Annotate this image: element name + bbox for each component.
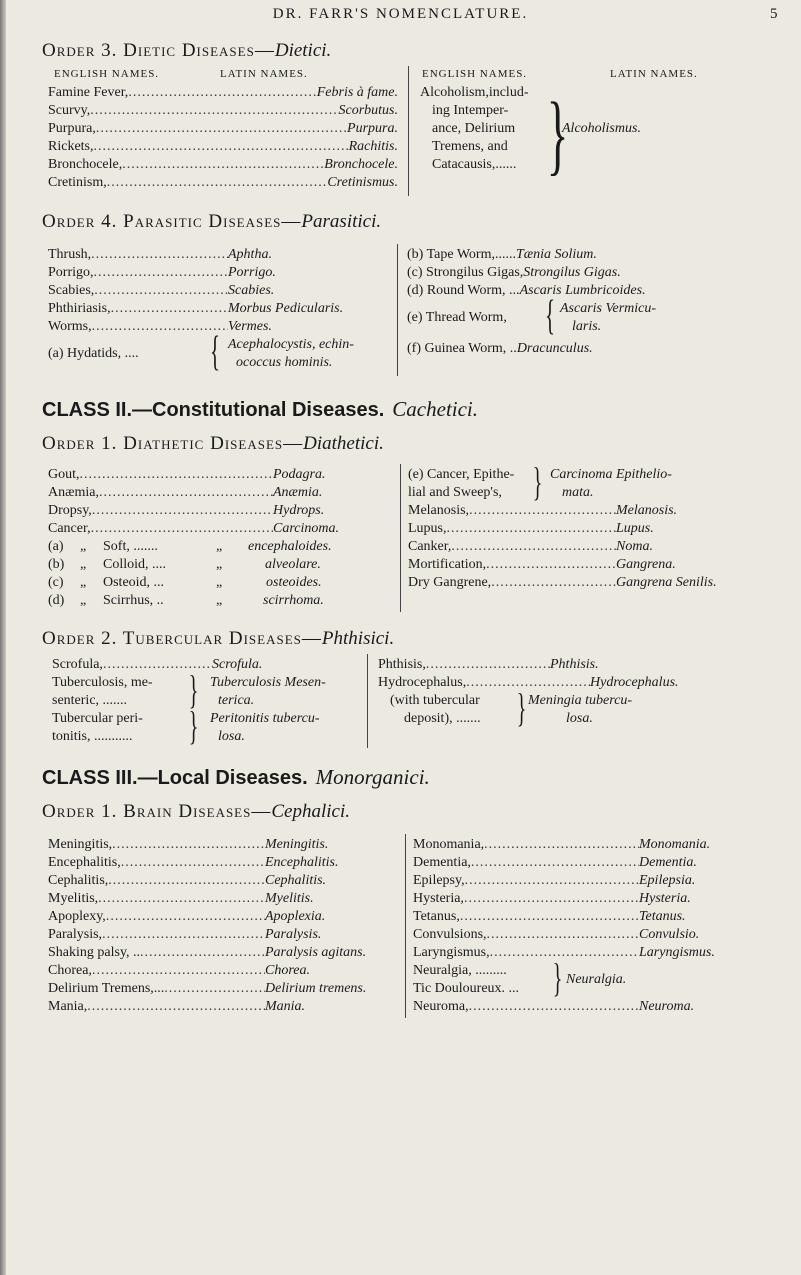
brace-icon: } (546, 85, 569, 184)
list-item: Hydrocephalus, ..... Hydrocephalus. (378, 674, 700, 692)
brace-icon: { (545, 293, 556, 339)
entry-line: Tremens, and (432, 139, 508, 154)
col-latin-right: LATIN NAMES. (610, 68, 698, 80)
list-item: Monomania, ..... Monomania. (413, 836, 739, 854)
order3-title: Order 3. Dietic Diseases—Dietici. (42, 40, 332, 61)
list-item: Canker, ..... Noma. (408, 538, 734, 556)
latin-name: Ascaris Vermicu- (560, 301, 657, 316)
latin-name: Acephalocystis, echin- (228, 337, 354, 352)
list-item: Thrush, ..... Aphtha. (48, 246, 388, 264)
latin-name: ococcus hominis. (236, 355, 333, 370)
list-item: Chorea, ..... Chorea. (48, 962, 393, 980)
order2-title: Order 2. Tubercular Diseases—Phthisici. (42, 628, 395, 649)
brace-icon: } (188, 703, 199, 748)
latin-name: terica. (218, 693, 255, 708)
list-item: Tetanus, ..... Tetanus. (413, 908, 739, 926)
list-item: (f) Guinea Worm, ..Dracunculus. (407, 341, 593, 356)
class2-title: CLASS II.—Constitutional Diseases. Cachetici. (42, 397, 479, 421)
list-item: Convulsions, ..... Convulsio. (413, 926, 739, 944)
sub-item: (a) „ Soft, ....... „ encephaloides. (48, 539, 332, 554)
order1a-title: Order 1. Diathetic Diseases—Diathetici. (42, 433, 384, 454)
list-item: Scrofula, ..... Scrofula. (52, 656, 352, 674)
sub-item: (d) „ Scirrhus, .. „ scirrhoma. (48, 593, 324, 608)
list-item: Meningitis, ..... Meningitis. (48, 836, 393, 854)
list-item: Lupus, ..... Lupus. (408, 520, 734, 538)
list-item: Rickets, ..... Rachitis. (48, 138, 398, 156)
list-item: Mania, ..... Mania. (48, 998, 393, 1016)
list-item: Paralysis, ..... Paralysis. (48, 926, 393, 944)
entry-line: ing Intemper- (432, 103, 509, 118)
list-item: Melanosis, ..... Melanosis. (408, 502, 734, 520)
list-item: Phthiriasis, ..... Morbus Pedicularis. (48, 300, 388, 318)
column-divider (405, 834, 406, 1018)
list-item: Shaking palsy, .. ..... Paralysis agitans. (48, 944, 393, 962)
brace-icon: } (516, 685, 527, 730)
column-divider (367, 654, 368, 748)
order4-title: Order 4. Parasitic Diseases—Parasitici. (42, 211, 382, 232)
col-english-left: ENGLISH NAMES. (54, 68, 160, 80)
list-item: Purpura, ..... Purpura. (48, 120, 398, 138)
list-item: Bronchocele, ..... Bronchocele. (48, 156, 398, 174)
list-item: Myelitis, ..... Myelitis. (48, 890, 393, 908)
class3-title: CLASS III.—Local Diseases. Monorganici. (42, 765, 430, 789)
list-item: Dropsy, ..... Hydrops. (48, 502, 393, 520)
entry-line: lial and Sweep's, (408, 485, 502, 500)
entry-line: senteric, ....... (52, 693, 128, 708)
list-item: Cephalitis, ..... Cephalitis. (48, 872, 393, 890)
list-item: Anæmia, ..... Anæmia. (48, 484, 393, 502)
entry-line: Tubercular peri- (52, 711, 143, 726)
sub-item: (b) „ Colloid, .... „ alveolare. (48, 557, 321, 572)
entry-line: Alcoholism,includ- (420, 85, 529, 100)
latin-name: Tuberculosis Mesen- (210, 675, 326, 690)
list-item: Laryngismus, ..... Laryngismus. (413, 944, 739, 962)
latin-name: laris. (572, 319, 602, 334)
list-item: Cancer, ..... Carcinoma. (48, 520, 393, 538)
column-divider (408, 66, 409, 196)
entry-line: Tic Douloureux. ... (413, 981, 520, 996)
list-item: (c) Strongilus Gigas,Strongilus Gigas. (407, 265, 621, 280)
hydatids-label: (a) Hydatids, .... (48, 346, 139, 361)
latin-name: Alcoholismus. (562, 121, 641, 136)
page-edge-shadow (0, 0, 6, 1275)
thread-worm-label: (e) Thread Worm, (407, 310, 507, 325)
latin-name: mata. (562, 485, 594, 500)
list-item: Apoplexy, ..... Apoplexia. (48, 908, 393, 926)
entry-line: deposit), ....... (404, 711, 481, 726)
brace-icon: { (210, 329, 221, 375)
list-item: Porrigo, ..... Porrigo. (48, 264, 388, 282)
sub-item: (c) „ Osteoid, ... „ osteoides. (48, 575, 322, 590)
list-item: Encephalitis, ..... Encephalitis. (48, 854, 393, 872)
col-latin-left: LATIN NAMES. (220, 68, 308, 80)
list-item: Dry Gangrene, ..... Gangrena Senilis. (408, 574, 734, 592)
entry-line: Neuralgia, ......... (413, 963, 507, 978)
running-header: DR. FARR'S NOMENCLATURE. (272, 6, 529, 22)
page-number: 5 (770, 6, 778, 22)
brace-icon: } (552, 955, 563, 1000)
entry-line: Tuberculosis, me- (52, 675, 153, 690)
list-item: Hysteria, ..... Hysteria. (413, 890, 739, 908)
latin-name: losa. (566, 711, 593, 726)
col-english-right: ENGLISH NAMES. (422, 68, 528, 80)
list-item: Scurvy, ..... Scorbutus. (48, 102, 398, 120)
brace-icon: } (532, 459, 543, 504)
latin-name: Carcinoma Epithelio- (550, 467, 672, 482)
list-item: Famine Fever, ..... Febris à fame. (48, 84, 398, 102)
column-divider (397, 244, 398, 376)
entry-line: tonitis, ........... (52, 729, 133, 744)
latin-name: Peritonitis tubercu- (210, 711, 320, 726)
latin-name: Meningia tubercu- (528, 693, 633, 708)
list-item: Worms, ..... Vermes. (48, 318, 388, 336)
entry-line: (with tubercular (390, 693, 480, 708)
list-item: Gout, ..... Podagra. (48, 466, 393, 484)
list-item: Phthisis, ..... Phthisis. (378, 656, 610, 674)
entry-line: Catacausis,...... (432, 157, 517, 172)
brace-icon: } (188, 667, 199, 712)
list-item: (d) Round Worm, ...Ascaris Lumbricoides. (407, 283, 646, 298)
latin-name: Neuralgia. (566, 972, 627, 987)
column-divider (400, 464, 401, 612)
entry-line: ance, Delirium (432, 121, 516, 136)
list-item: Cretinism, ..... Cretinismus. (48, 174, 398, 192)
entry-line: (e) Cancer, Epithe- (408, 467, 515, 482)
list-item: (b) Tape Worm,......Tænia Solium. (407, 247, 597, 262)
list-item: Delirium Tremens,... ..... Delirium tremens. (48, 980, 393, 998)
list-item: Neuroma, ..... Neuroma. (413, 998, 739, 1016)
list-item: Mortification, ..... Gangrena. (408, 556, 734, 574)
list-item: Scabies, ..... Scabies. (48, 282, 388, 300)
list-item: Epilepsy, ..... Epilepsia. (413, 872, 739, 890)
latin-name: losa. (218, 729, 245, 744)
order1b-title: Order 1. Brain Diseases—Cephalici. (42, 801, 350, 822)
list-item: Dementia, ..... Dementia. (413, 854, 739, 872)
